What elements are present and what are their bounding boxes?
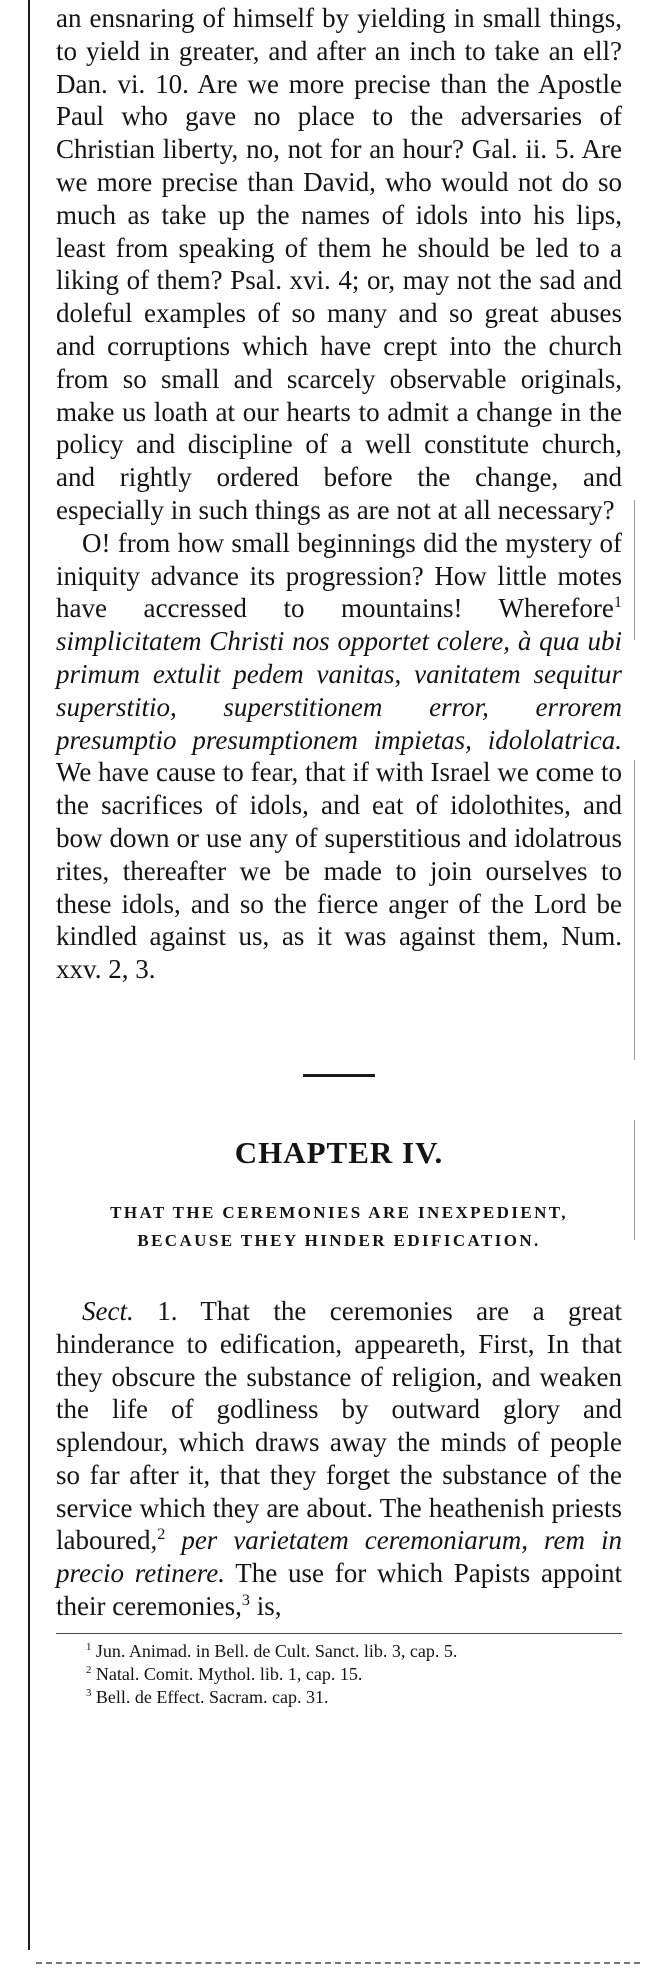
footnote-mark: 2	[86, 1663, 92, 1676]
section-1-paragraph	[56, 1295, 622, 1623]
footnote-text: Jun. Animad. in Bell. de Cult. Sanct. lib. 3, cap. 5.	[95, 1640, 458, 1661]
footnote-text: Natal. Comit. Mythol. lib. 1, cap. 15.	[95, 1663, 363, 1684]
left-margin-rule	[28, 0, 30, 1950]
paragraph-mystery-of-iniquity	[56, 527, 622, 986]
section-end: is,	[256, 1591, 282, 1622]
footnotes	[56, 1633, 622, 1709]
footnote-ref-1: 1	[613, 593, 622, 612]
paragraph-tail: We have cause to fear, that if with Israel we come to the sacrifices of idols, and eat of idolothites, and bow down or use any of superstitious and idolatrous rites, thereafter we be made to join ourselves to these idols, and so the fierce anger of the Lord be kindled against us, as it was against them, Num. xxv. 2, 3.	[56, 757, 622, 985]
section-lead: 1. That the ceremonies are a great hinderance to edification, appeareth, First, In that they obscure the substance of religion, and weaken the life of godliness by outward glory and splendour, which draws away the minds of people so far after it, that they forget the substance of the service which they are about. The heathenish priests laboured,	[56, 1295, 623, 1556]
paragraph-continuation: an ensnaring of himself by yielding in small things, to yield in greater, and after an inch to take an ell? Dan. vi. 10. Are we more precise than the Apostle Paul who gave no place to the adversaries of Christian liberty, no, not for an hour? Gal. ii. 5. Are we more precise than David, who would not do so much as take up the names of idols into his lips, least from speaking of them he should be led to a liking of them? Psal. xvi. 4; or, may not the sad and doleful examples of so many and so great abuses and corruptions which have crept into the church from so small and scarcely observable originals, make us loath at our hearts to admit a change in the policy and discipline of a well constitute church, and rightly ordered before the change, and especially in such things as are not at all necessary?	[56, 3, 622, 525]
footnote-text: Bell. de Effect. Sacram. cap. 31.	[95, 1686, 329, 1707]
footnote-ref-3: 3	[241, 1591, 251, 1610]
chapter-subtitle-line: THAT THE CEREMONIES ARE INEXPEDIENT,	[110, 1202, 568, 1222]
latin-quotation: per varietatem ceremoniarum, rem in precio retinere.	[56, 1525, 623, 1589]
section-divider	[303, 1074, 375, 1077]
chapter-heading: CHAPTER IV.	[234, 1134, 444, 1170]
footnote	[56, 1663, 622, 1686]
latin-quotation: simplicitatem Christi nos opportet colere, à qua ubi primum extulit pedem vanitas, vanitatem sequitur superstitio, superstitionem error, errorem presumptio presumptionem impietas, idololatrica.	[56, 626, 622, 755]
section-tail: The use for which Papists appoint their ceremonies,	[56, 1558, 622, 1622]
footnote-ref-2: 2	[157, 1525, 166, 1544]
bottom-page-rule	[36, 1962, 640, 1964]
right-margin-mark	[634, 1120, 635, 1240]
right-margin-mark	[634, 500, 635, 640]
section-label: Sect.	[82, 1295, 134, 1326]
footnote-mark: 1	[86, 1640, 92, 1653]
footnote-mark: 3	[86, 1686, 92, 1699]
footnote	[56, 1640, 622, 1663]
chapter-subtitle-line: BECAUSE THEY HINDER EDIFICATION.	[137, 1230, 541, 1250]
page-text	[56, 2, 622, 1709]
right-margin-mark	[634, 760, 635, 1060]
footnote	[56, 1686, 622, 1709]
paragraph-lead: O! from how small beginnings did the mystery of iniquity advance its progression? How little motes have accressed to mountains! Wherefore	[56, 527, 622, 624]
chapter-subtitle	[56, 1199, 622, 1255]
